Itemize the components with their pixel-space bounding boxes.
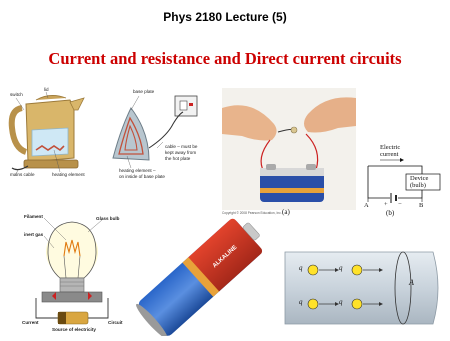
iron-figure	[105, 88, 217, 184]
iron-cable-note-2: kept away from	[165, 150, 197, 155]
battery-render	[136, 214, 270, 336]
device-label-2: (bulb)	[410, 182, 426, 189]
circuit-diagram	[362, 144, 446, 220]
source-label: Source of electricity	[52, 327, 96, 332]
kettle-figure	[8, 88, 102, 180]
alkaline-battery-image	[136, 214, 270, 336]
glass-bulb-label: Glass bulb	[96, 216, 120, 221]
iron-cable-note-1: cable – must be	[165, 144, 198, 149]
area-label: A	[409, 278, 414, 287]
bulb-illustration	[22, 212, 128, 334]
plus-label: +	[384, 201, 388, 208]
circuit-schematic	[362, 144, 446, 220]
kettle-heating-element-label: heating element	[52, 172, 85, 177]
filament-label: Filament	[24, 214, 43, 219]
battery-photo-image	[222, 88, 356, 210]
charge-label-4: q	[339, 298, 343, 306]
kettle-switch-label: switch	[10, 92, 23, 97]
photo-caption-a: (a)	[282, 208, 290, 216]
kettle-mains-cable-label: mains cable	[10, 172, 35, 177]
kettle-lid-label: lid	[44, 87, 49, 92]
iron-heating-note-1: heating element –	[119, 168, 156, 173]
circuit-caption-b: (b)	[386, 209, 395, 217]
conductor-figure	[283, 250, 445, 326]
conductor-illustration	[283, 250, 445, 326]
photo-copyright: Copyright © 2008 Pearson Education, Inc.	[222, 211, 282, 215]
minus-label: −	[398, 201, 402, 208]
circuit-current-label-1: Electric	[380, 144, 401, 151]
iron-cable-note-3: the hot plate	[165, 156, 191, 161]
slide-title: Current and resistance and Direct current circuits	[48, 49, 402, 68]
iron-base-plate-label: base plate	[133, 89, 155, 94]
battery-brand-label: ALKALINE	[211, 244, 239, 270]
charge-label-3: q	[299, 298, 303, 306]
point-b-label: B	[419, 202, 424, 209]
point-a-label: A	[364, 202, 369, 209]
kettle-illustration	[8, 88, 102, 180]
charge-label-2: q	[339, 264, 343, 272]
circuit-current-label-2: current	[380, 151, 399, 158]
charge-label-1: q	[299, 264, 303, 272]
device-label-1: Device	[410, 175, 429, 182]
lecture-label: Phys 2180 Lecture (5)	[163, 10, 287, 24]
iron-heating-note-2: on inside of base plate	[119, 174, 165, 179]
battery-photo	[222, 88, 356, 220]
current-label: Current	[22, 320, 39, 325]
circuit-label: Circuit	[108, 320, 123, 325]
inert-gas-label: inert gas	[24, 232, 44, 237]
bulb-diagram	[22, 212, 128, 334]
